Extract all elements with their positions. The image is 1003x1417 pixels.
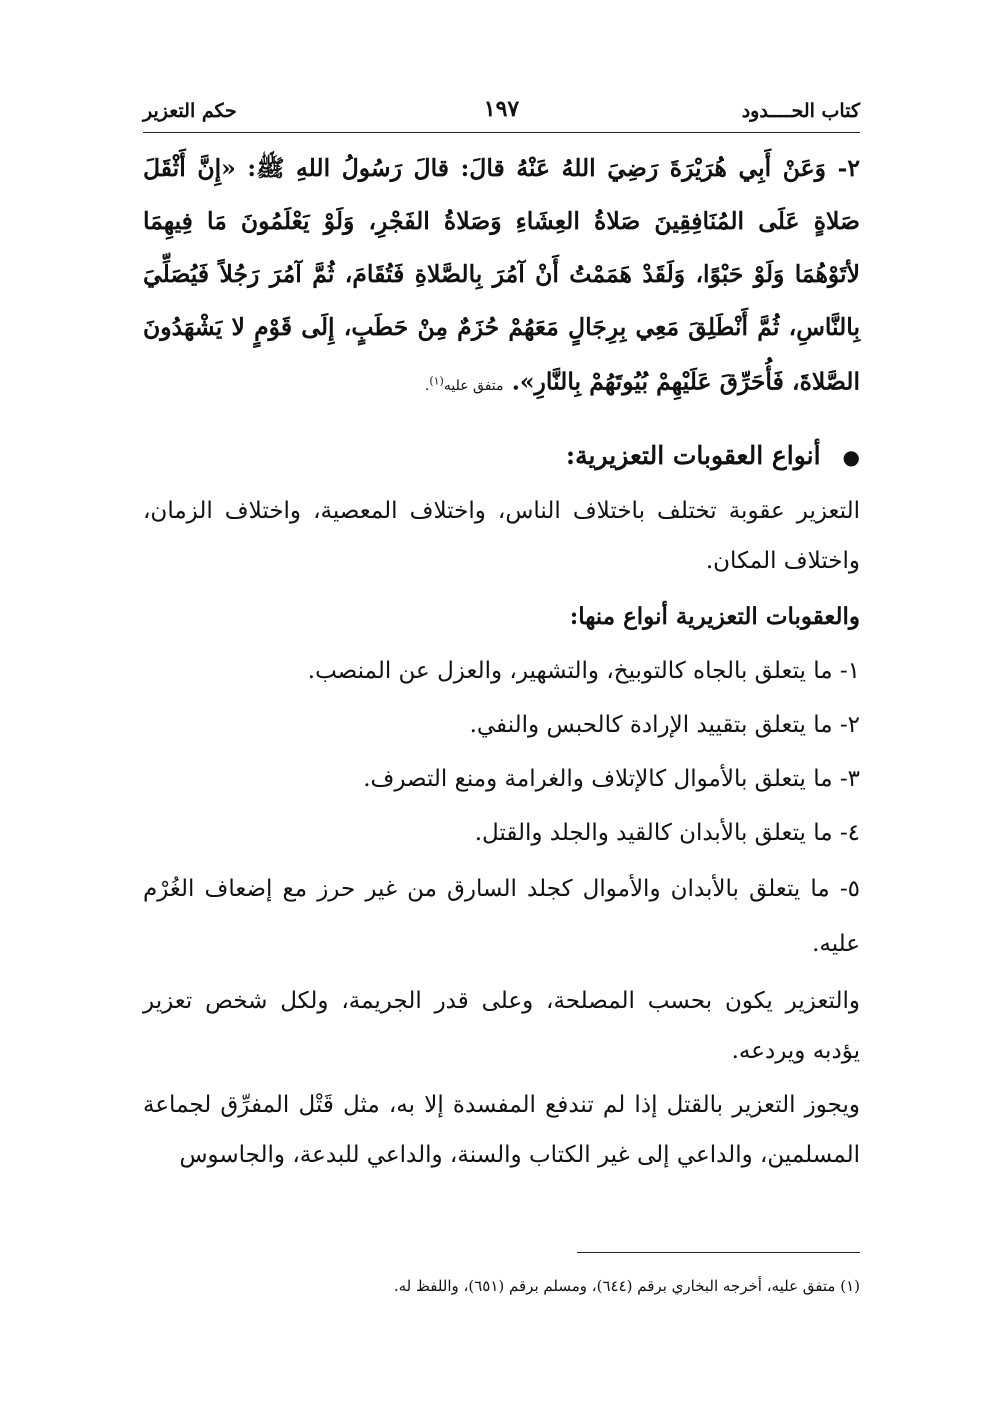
footnote: (١) متفق عليه، أخرجه البخاري برقم (٦٤٤)، ومسلم برقم (٦٥١)، واللفظ له.	[393, 1277, 860, 1295]
book-title: كتاب الحــــدود	[741, 100, 860, 122]
list-item: ٤- ما يتعلق بالأبدان كالقيد والجلد والقتل.	[474, 819, 860, 846]
hadith-text: ٢- وَعَنْ أَبِي هُرَيْرَةَ رَضِيَ اللهُ عَنْهُ قالَ: قالَ رَسُولُ اللهِ ﷺ: «إِنَّ أَثْقَلَ صَلاةٍ عَلَى المُنَافِقِينَ صَلاةُ العِشَاءِ وَصَلاةُ الفَجْرِ، وَلَوْ يَعْلَمُونَ مَا فِيهِمَا لأتَوْهُمَا وَلَوْ حَبْوًا، وَلَقَدْ هَمَمْتُ أَنْ آمُرَ بِالصَّلاةِ فَتُقَامَ، ثُمَّ آمُرَ رَجُلاً فَيُصَلِّيَ بِالنَّاسِ، ثُمَّ أَنْطَلِقَ مَعِي بِرِجَالٍ مَعَهُمْ حُزَمٌ مِنْ حَطَبٍ، إِلَى قَوْمٍ لا يَشْهَدُونَ الصَّلاةَ، فَأُحَرِّقَ عَلَيْهِمْ بُيُوتَهُمْ بِالنَّارِ».	[143, 154, 860, 396]
list-subheading: والعقوبات التعزيرية أنواع منها:	[569, 602, 860, 630]
section-title: أنواع العقوبات التعزيرية:	[565, 440, 821, 470]
footnote-divider	[577, 1252, 860, 1253]
bullet-icon: ●	[842, 444, 860, 469]
footnote-marker[interactable]: (١)	[429, 374, 444, 387]
paragraph: والتعزير يكون بحسب المصلحة، وعلى قدر الجريمة، ولكل شخص تعزير يؤدبه ويردعه.	[143, 987, 860, 1064]
hadith-paragraph	[143, 142, 860, 413]
paragraph: ويجوز التعزير بالقتل إذا لم تندفع المفسدة إلا به، مثل قَتْل المفرِّق لجماعة المسلمين، والداعي إلى غير الكتاب والسنة، والداعي للبدعة، والجاسوس	[143, 1091, 860, 1168]
list-item: ١- ما يتعلق بالجاه كالتوبيخ، والتشهير، والعزل عن المنصب.	[307, 657, 860, 684]
hadith-reference: متفق عليه$^{(١)}$.	[424, 374, 504, 394]
reference-label: متفق عليه	[443, 377, 504, 394]
list-item: ٢- ما يتعلق بتقييد الإرادة كالحبس والنفي.	[469, 711, 860, 738]
intro-paragraph: التعزير عقوبة تختلف باختلاف الناس، واختلاف المعصية، واختلاف الزمان، واختلاف المكان.	[143, 497, 860, 574]
chapter-title: حكم التعزير	[143, 100, 237, 122]
page-body	[143, 142, 860, 1180]
list-item: ٥- ما يتعلق بالأبدان والأموال كجلد السارق من غير حرز مع إضعاف الغُرْم عليه.	[143, 875, 860, 957]
list-item: ٣- ما يتعلق بالأموال كالإتلاف والغرامة ومنع التصرف.	[363, 765, 860, 792]
section-heading	[143, 431, 860, 482]
page-header	[143, 98, 860, 133]
page-number: ١٩٧	[483, 96, 520, 122]
